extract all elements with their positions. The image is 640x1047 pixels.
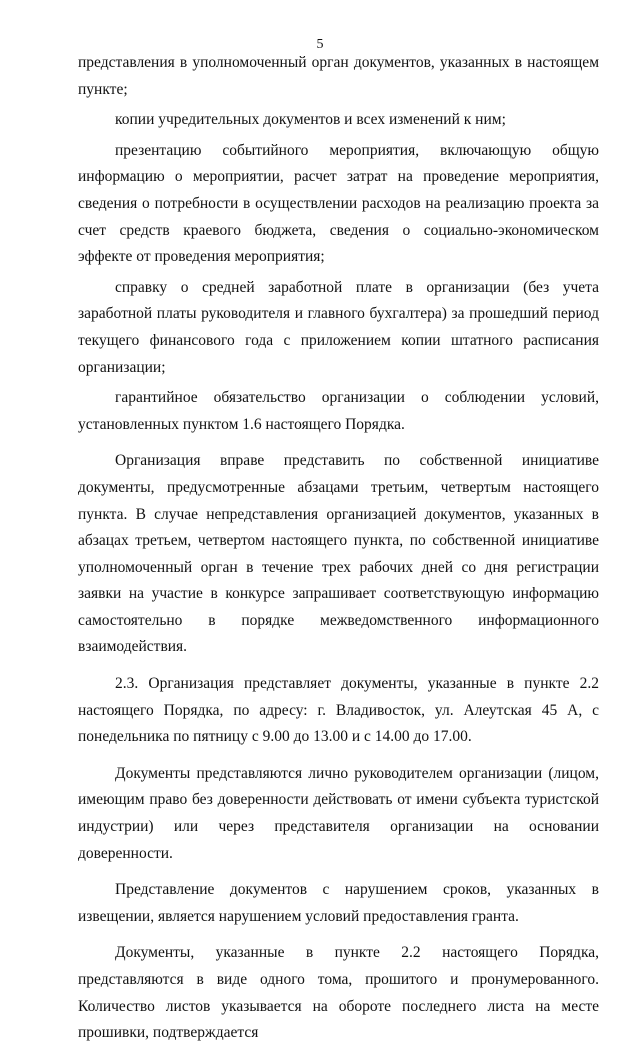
paragraph-event-presentation: презентацию событийного мероприятия, включающую общую информацию о мероприятии, расчет затрат на проведение мероприятия, сведения о потребности в осуществлении расходов на реализацию проекта за счет средств краевого бюджета, сведения о социально-экономическом эффекте от проведения мероприятия; bbox=[78, 141, 599, 266]
paragraph-personal-submission: Документы представляются лично руководителем организации (лицом, имеющим право без доверенности действовать от имени субъекта туристской индустрии) или через представителя организации на основании доверенности. bbox=[78, 764, 599, 862]
paragraph-2-3-address: 2.3. Организация представляет документы, указанные в пункте 2.2 настоящего Порядка, по адресу: г. Владивосток, ул. Алеутская 45 А, с понедельника по пятницу с 9.00 до 13.00 и с 14.00 до 17.00. bbox=[78, 675, 599, 746]
paragraph-volume-binding: Документы, указанные в пункте 2.2 настоящего Порядка, представляются в виде одного тома, прошитого и пронумерованного. Количество листов указывается на обороте последнего листа на месте прошивки, подтверждается bbox=[78, 944, 599, 1042]
paragraph-continuation: представления в уполномоченный орган документов, указанных в настоящем пункте; bbox=[78, 54, 599, 98]
paragraph-deadline-violation: Представление документов с нарушением сроков, указанных в извещении, является нарушением условий предоставления гранта. bbox=[78, 881, 599, 925]
paragraph-guarantee-obligation: гарантийное обязательство организации о соблюдении условий, установленных пунктом 1.6 настоящего Порядка. bbox=[78, 389, 599, 433]
paragraph-founding-documents: копии учредительных документов и всех изменений к ним; bbox=[115, 111, 506, 129]
paragraph-own-initiative: Организация вправе представить по собственной инициативе документы, предусмотренные абзацами третьим, четвертым настоящего пункта. В случае непредставления организацией документов, указанных в абзацах третьем, четвертом настоящего пункта, по собственной инициативе уполномоченный орган в течение трех рабочих дней со дня регистрации заявки на участие в конкурсе запрашивает соответствующую информацию самостоятельно в порядке межведомственного информационного взаимодействия. bbox=[78, 452, 599, 656]
paragraph-salary-certificate: справку о средней заработной плате в организации (без учета заработной платы руководителя и главного бухгалтера) за прошедший период текущего финансового года с приложением копии штатного расписания организации; bbox=[78, 278, 599, 376]
document-body bbox=[78, 50, 599, 1047]
page-number: 5 bbox=[316, 37, 324, 52]
